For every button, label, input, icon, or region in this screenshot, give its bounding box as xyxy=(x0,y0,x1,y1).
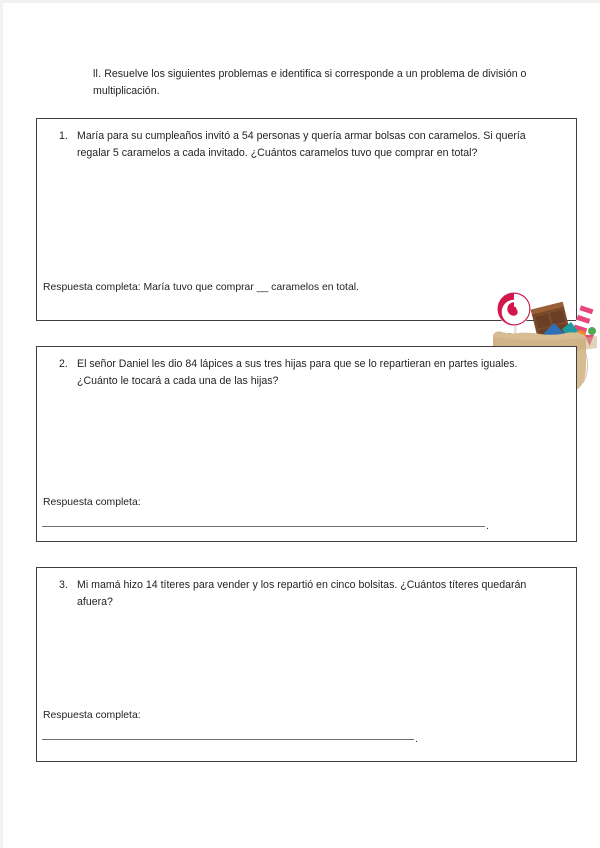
answer-rule-line-3 xyxy=(42,739,414,740)
instruction-heading xyxy=(93,66,563,99)
problem-text-2: El señor Daniel les dio 84 lápices a sus tres hijas para que se lo repartieran en partes iguales. ¿Cuánto le tocará a cada una de las hijas? xyxy=(77,358,518,387)
instruction-number: ll. xyxy=(93,68,102,80)
answer-blank-line-3[interactable] xyxy=(42,732,432,747)
answer-label-2: Respuesta completa: xyxy=(43,497,141,508)
answer-rule-period-2: . xyxy=(486,521,489,532)
answer-label-3: Respuesta completa: xyxy=(43,710,141,721)
instruction-text: Resuelve los siguientes problemas e identifica si corresponde a un problema de división o multiplicación. xyxy=(93,68,527,97)
problem-statement-2 xyxy=(53,356,553,389)
problem-box-3 xyxy=(36,567,577,762)
problem-statement-1 xyxy=(53,128,553,161)
answer-label-1: Respuesta completa: María tuvo que comprar __ caramelos en total. xyxy=(43,282,359,293)
problem-text-3: Mi mamá hizo 14 títeres para vender y los repartió en cinco bolsitas. ¿Cuántos títeres quedarán afuera? xyxy=(77,579,527,608)
problem-number-2: 2. xyxy=(59,358,68,370)
page-edge-left xyxy=(0,0,3,848)
problem-statement-3 xyxy=(53,577,553,610)
page-edge-top xyxy=(0,0,600,3)
problem-text-1: María para su cumpleaños invitó a 54 personas y quería armar bolsas con caramelos. Si quería regalar 5 caramelos a cada invitado. ¿Cuántos caramelos tuvo que comprar en total? xyxy=(77,130,526,159)
problem-box-1 xyxy=(36,118,577,321)
problem-number-1: 1. xyxy=(59,130,68,142)
answer-rule-period-3: . xyxy=(415,734,418,745)
problem-number-3: 3. xyxy=(59,579,68,591)
answer-rule-line-2 xyxy=(42,526,485,527)
answer-blank-line-2[interactable] xyxy=(42,519,502,534)
problem-box-2 xyxy=(36,346,577,542)
